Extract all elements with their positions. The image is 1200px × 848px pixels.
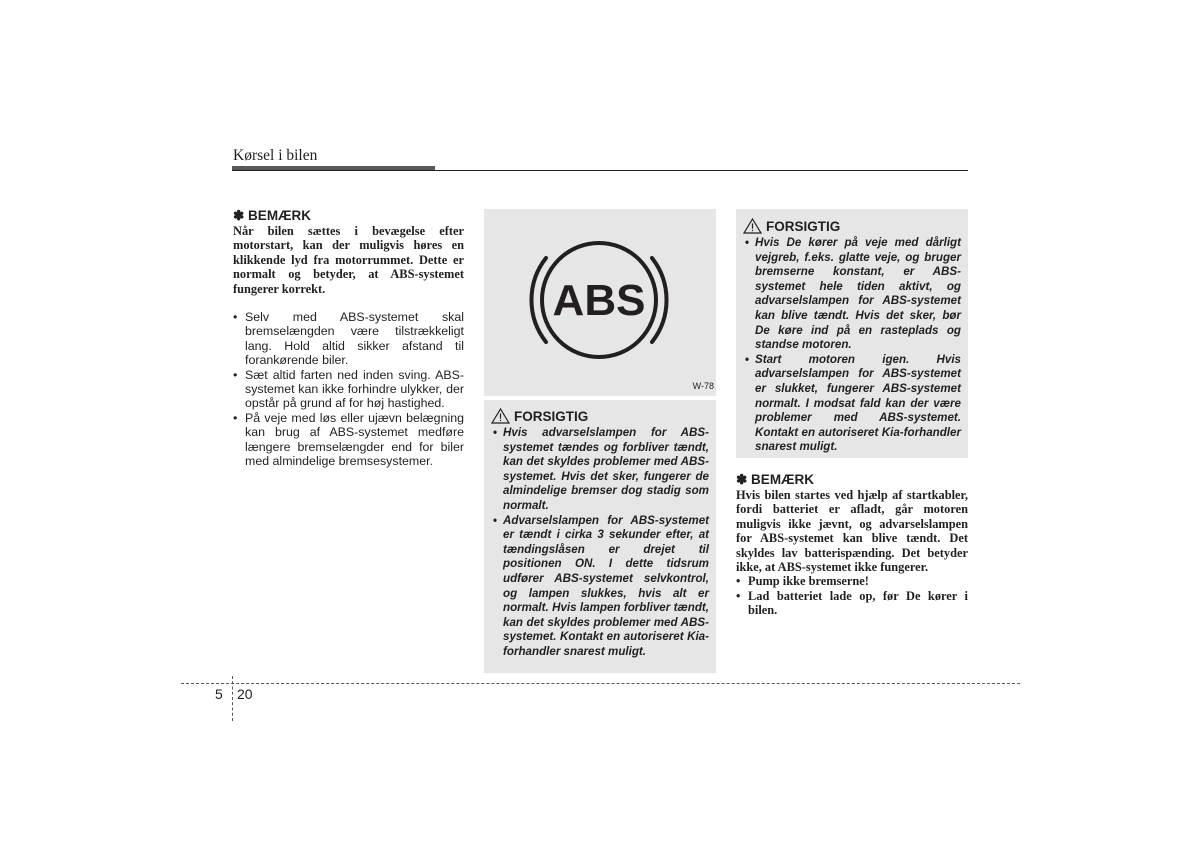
footer-divider (232, 676, 233, 721)
note-right-bullets (736, 574, 968, 617)
chapter-number: 5 (215, 686, 223, 702)
list-item: • Hvis De kører på veje med dårligt vejgreb, f.eks. glatte veje, og bruger bremserne konstant, er ABS-systemet hele tiden aktivt, og advarselslampen for ABS-systemet kan blive tændt. Hvis det sker, bør De køre ind på en rasteplads og standse motoren. (743, 236, 961, 353)
note-left-text: Når bilen sættes i bevægelse efter motorstart, kan der muligvis høres en klikkende lyd fra motorrummet. Dette er normalt og betyder, at ABS-systemet fungerer korrekt. (233, 224, 464, 296)
caution-title-text: FORSIGTIG (766, 218, 841, 234)
caution-box-right (736, 209, 968, 458)
footer-rule (181, 683, 1020, 684)
page-header-title: Kørsel i bilen (233, 147, 318, 164)
abs-warning-icon (484, 209, 716, 396)
list-item: • På veje med løs eller ujævn belægning kan brug af ABS-systemet medføre længere bremselængder end for biler med almindelige bremsesystemer. (233, 411, 464, 469)
page-number: 20 (237, 686, 253, 702)
warning-triangle-icon (491, 408, 510, 424)
list-item: • Sæt altid farten ned inden sving. ABS-systemet kan ikke forhindre ulykker, der opstår på grund af for høj hastighed. (233, 368, 464, 411)
list-item: • Pump ikke bremserne! (736, 574, 968, 588)
caution-title (743, 218, 961, 234)
list-item: • Lad batteriet lade op, før De kører i bilen. (736, 589, 968, 618)
warning-triangle-icon (743, 218, 762, 234)
abs-label: ABS (552, 276, 646, 325)
figure-code: W-78 (692, 381, 714, 391)
list-item: • Hvis advarselslampen for ABS-systemet tændes og forbliver tændt, kan det skyldes problemer med ABS-systemet. Hvis det sker, fungerer de almindelige bremser dog stadig som normalt. (491, 426, 709, 514)
note-left-bullets (233, 310, 464, 468)
caution-mid-bullets (491, 426, 709, 660)
caution-right-bullets (743, 236, 961, 455)
note-right-heading: ✽ BEMÆRK (736, 472, 815, 487)
list-item: • Start motoren igen. Hvis advarselslampen for ABS-systemet er slukket, fungerer ABS-systemet normalt. I modsat fald kan der være problemer med ABS-systemet. Kontakt en autoriseret Kia-forhandler snarest muligt. (743, 353, 961, 455)
abs-figure (484, 209, 716, 396)
caution-box-middle (484, 400, 716, 673)
caution-title (491, 408, 709, 424)
list-item: • Advarselslampen for ABS-systemet er tændt i cirka 3 sekunder efter, at tændingslåsen er drejet til positionen ON. I dette tidsrum udfører ABS-systemet selvkontrol, og lampen slukkes, hvis alt er normalt. Hvis lampen forbliver tændt, kan det skyldes problemer med ABS-systemet. Kontakt en autoriseret Kia-forhandler snarest muligt. (491, 514, 709, 660)
caution-title-text: FORSIGTIG (514, 408, 589, 424)
note-right-text: Hvis bilen startes ved hjælp af startkabler, fordi batteriet er afladt, går motoren muligvis ikke jævnt, og advarselslampen for ABS-systemet kan blive tændt. Det skyldes lav batterispænding. Det betyder ikke, at ABS-systemet ikke fungerer. (736, 488, 968, 575)
note-left-heading: ✽ BEMÆRK (233, 208, 312, 223)
note-left (233, 208, 464, 469)
header-rule-thin (232, 170, 968, 171)
list-item: • Selv med ABS-systemet skal bremselængden være tilstrækkeligt lang. Hold altid sikker afstand til forankørende biler. (233, 310, 464, 368)
note-right (736, 472, 968, 618)
